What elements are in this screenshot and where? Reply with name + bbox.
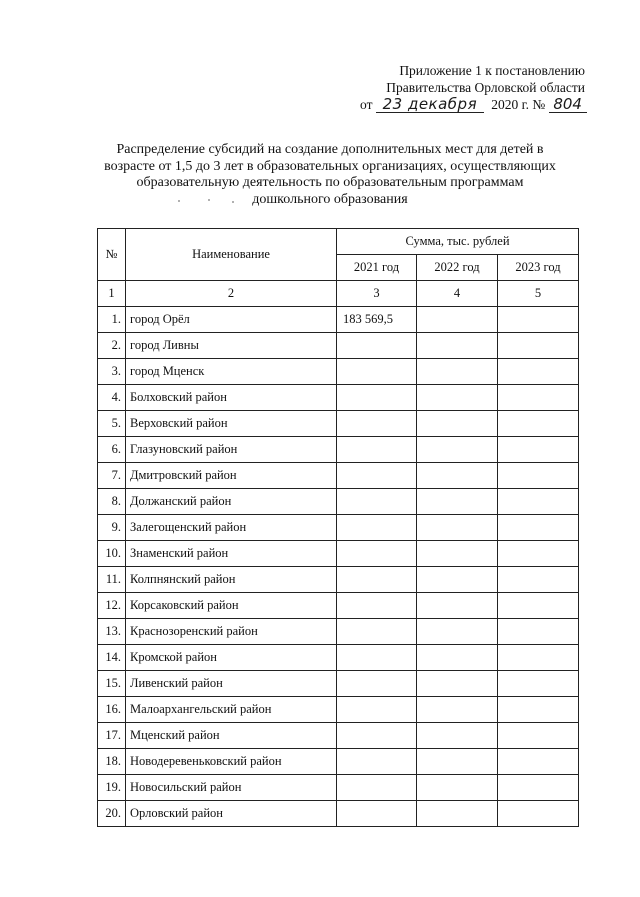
amount-2022-cell xyxy=(417,541,498,567)
row-number-cell: 12. xyxy=(98,593,126,619)
amount-2021-cell xyxy=(337,359,417,385)
table-row xyxy=(98,307,579,333)
table-row xyxy=(98,593,579,619)
amount-2023-cell xyxy=(498,801,579,827)
index-cell: 5 xyxy=(498,281,579,307)
district-name-cell: Болховский район xyxy=(126,385,337,411)
row-number-cell: 20. xyxy=(98,801,126,827)
title-line-4: дошкольного образования xyxy=(252,191,408,207)
table-row xyxy=(98,645,579,671)
amount-2022-cell xyxy=(417,671,498,697)
amount-2023-cell xyxy=(498,671,579,697)
district-name-cell: Корсаковский район xyxy=(126,593,337,619)
amount-2023-cell xyxy=(498,697,579,723)
district-name-cell: город Мценск xyxy=(126,359,337,385)
amount-2021-cell xyxy=(337,775,417,801)
amount-2022-cell xyxy=(417,411,498,437)
attachment-line-1: Приложение 1 к постановлению xyxy=(399,63,585,78)
amount-2022-cell xyxy=(417,645,498,671)
district-name-cell: Кромской район xyxy=(126,645,337,671)
amount-2022-cell xyxy=(417,593,498,619)
amount-2023-cell xyxy=(498,775,579,801)
amount-2022-cell xyxy=(417,437,498,463)
district-name-cell: Колпнянский район xyxy=(126,567,337,593)
amount-2023-cell xyxy=(498,723,579,749)
district-name-cell: Дмитровский район xyxy=(126,463,337,489)
amount-2023-cell xyxy=(498,593,579,619)
amount-2022-cell xyxy=(417,749,498,775)
row-number-cell: 7. xyxy=(98,463,126,489)
scan-speck xyxy=(208,199,210,201)
row-number-cell: 19. xyxy=(98,775,126,801)
row-number-cell: 6. xyxy=(98,437,126,463)
amount-2021-cell xyxy=(337,723,417,749)
amount-2023-cell xyxy=(498,567,579,593)
table-row xyxy=(98,411,579,437)
title-line-1: Распределение субсидий на создание дополнительных мест для детей в xyxy=(116,142,544,157)
index-cell: 1 xyxy=(98,281,126,307)
attachment-line-2: Правительства Орловской области xyxy=(386,80,585,95)
district-name-cell: Верховский район xyxy=(126,411,337,437)
index-cell: 4 xyxy=(417,281,498,307)
amount-2022-cell xyxy=(417,385,498,411)
row-number-cell: 5. xyxy=(98,411,126,437)
table-row xyxy=(98,697,579,723)
amount-2023-cell xyxy=(498,645,579,671)
table-row xyxy=(98,515,579,541)
amount-2023-cell xyxy=(498,749,579,775)
row-number-cell: 8. xyxy=(98,489,126,515)
amount-2022-cell xyxy=(417,489,498,515)
title-line-3: образовательную деятельность по образовательным программам xyxy=(136,175,524,190)
district-name-cell: Должанский район xyxy=(126,489,337,515)
row-number-cell: 18. xyxy=(98,749,126,775)
amount-2022-cell xyxy=(417,359,498,385)
table-row xyxy=(98,489,579,515)
table-row xyxy=(98,333,579,359)
row-number-cell: 3. xyxy=(98,359,126,385)
amount-2022-cell xyxy=(417,619,498,645)
row-number-cell: 1. xyxy=(98,307,126,333)
district-name-cell: Мценский район xyxy=(126,723,337,749)
row-number-cell: 17. xyxy=(98,723,126,749)
header-year-2021: 2021 год xyxy=(337,255,417,281)
amount-2021-cell xyxy=(337,593,417,619)
district-name-cell: Знаменский район xyxy=(126,541,337,567)
year-number-label: 2020 г. № xyxy=(491,97,546,112)
amount-2023-cell xyxy=(498,385,579,411)
document-title xyxy=(60,142,600,208)
amount-2022-cell xyxy=(417,775,498,801)
table-row xyxy=(98,437,579,463)
amount-2021-cell: 183 569,5 xyxy=(337,307,417,333)
amount-2023-cell xyxy=(498,619,579,645)
row-number-cell: 14. xyxy=(98,645,126,671)
district-name-cell: Краснозоренский район xyxy=(126,619,337,645)
amount-2021-cell xyxy=(337,801,417,827)
amount-2021-cell xyxy=(337,385,417,411)
amount-2023-cell xyxy=(498,333,579,359)
title-line-2: возрасте от 1,5 до 3 лет в образовательных организациях, осуществляющих xyxy=(104,158,556,174)
amount-2021-cell xyxy=(337,697,417,723)
amount-2022-cell xyxy=(417,307,498,333)
table-row xyxy=(98,619,579,645)
amount-2023-cell xyxy=(498,411,579,437)
header-sum: Сумма, тыс. рублей xyxy=(337,229,579,255)
attachment-header xyxy=(360,62,585,113)
district-name-cell: город Орёл xyxy=(126,307,337,333)
amount-2022-cell xyxy=(417,723,498,749)
amount-2022-cell xyxy=(417,463,498,489)
amount-2021-cell xyxy=(337,619,417,645)
handwritten-number: 804 xyxy=(549,96,587,113)
header-number: № xyxy=(98,229,126,281)
amount-2023-cell xyxy=(498,489,579,515)
table-row xyxy=(98,671,579,697)
amount-2021-cell xyxy=(337,333,417,359)
amount-2023-cell xyxy=(498,463,579,489)
amount-2021-cell xyxy=(337,645,417,671)
index-row xyxy=(98,281,579,307)
table-row xyxy=(98,463,579,489)
amount-2022-cell xyxy=(417,567,498,593)
table-row xyxy=(98,749,579,775)
scan-speck xyxy=(232,201,234,203)
header-name: Наименование xyxy=(126,229,337,281)
amount-2021-cell xyxy=(337,749,417,775)
index-cell: 2 xyxy=(126,281,337,307)
amount-2023-cell xyxy=(498,307,579,333)
amount-2021-cell xyxy=(337,489,417,515)
amount-2021-cell xyxy=(337,437,417,463)
amount-2021-cell xyxy=(337,411,417,437)
table-row xyxy=(98,567,579,593)
table-row xyxy=(98,775,579,801)
district-name-cell: Залегощенский район xyxy=(126,515,337,541)
amount-2021-cell xyxy=(337,515,417,541)
header-year-2023: 2023 год xyxy=(498,255,579,281)
district-name-cell: город Ливны xyxy=(126,333,337,359)
amount-2021-cell xyxy=(337,567,417,593)
scan-speck xyxy=(178,200,180,202)
district-name-cell: Новосильский район xyxy=(126,775,337,801)
amount-2022-cell xyxy=(417,801,498,827)
amount-2021-cell xyxy=(337,671,417,697)
row-number-cell: 13. xyxy=(98,619,126,645)
table-row xyxy=(98,385,579,411)
amount-2023-cell xyxy=(498,541,579,567)
handwritten-date: 23 декабря xyxy=(376,96,484,113)
table-row xyxy=(98,723,579,749)
district-name-cell: Ливенский район xyxy=(126,671,337,697)
row-number-cell: 15. xyxy=(98,671,126,697)
row-number-cell: 16. xyxy=(98,697,126,723)
row-number-cell: 2. xyxy=(98,333,126,359)
amount-2022-cell xyxy=(417,515,498,541)
amount-2022-cell xyxy=(417,333,498,359)
district-name-cell: Новодеревеньковский район xyxy=(126,749,337,775)
amount-2021-cell xyxy=(337,463,417,489)
district-name-cell: Малоархангельский район xyxy=(126,697,337,723)
table-row xyxy=(98,359,579,385)
table-row xyxy=(98,801,579,827)
row-number-cell: 9. xyxy=(98,515,126,541)
row-number-cell: 4. xyxy=(98,385,126,411)
amount-2023-cell xyxy=(498,437,579,463)
amount-2023-cell xyxy=(498,515,579,541)
attachment-date-line xyxy=(360,96,585,113)
district-name-cell: Глазуновский район xyxy=(126,437,337,463)
row-number-cell: 10. xyxy=(98,541,126,567)
subsidy-table xyxy=(97,228,579,827)
index-cell: 3 xyxy=(337,281,417,307)
header-year-2022: 2022 год xyxy=(417,255,498,281)
amount-2022-cell xyxy=(417,697,498,723)
district-name-cell: Орловский район xyxy=(126,801,337,827)
amount-2023-cell xyxy=(498,359,579,385)
table-row xyxy=(98,541,579,567)
amount-2021-cell xyxy=(337,541,417,567)
date-prefix: от xyxy=(360,97,373,112)
row-number-cell: 11. xyxy=(98,567,126,593)
